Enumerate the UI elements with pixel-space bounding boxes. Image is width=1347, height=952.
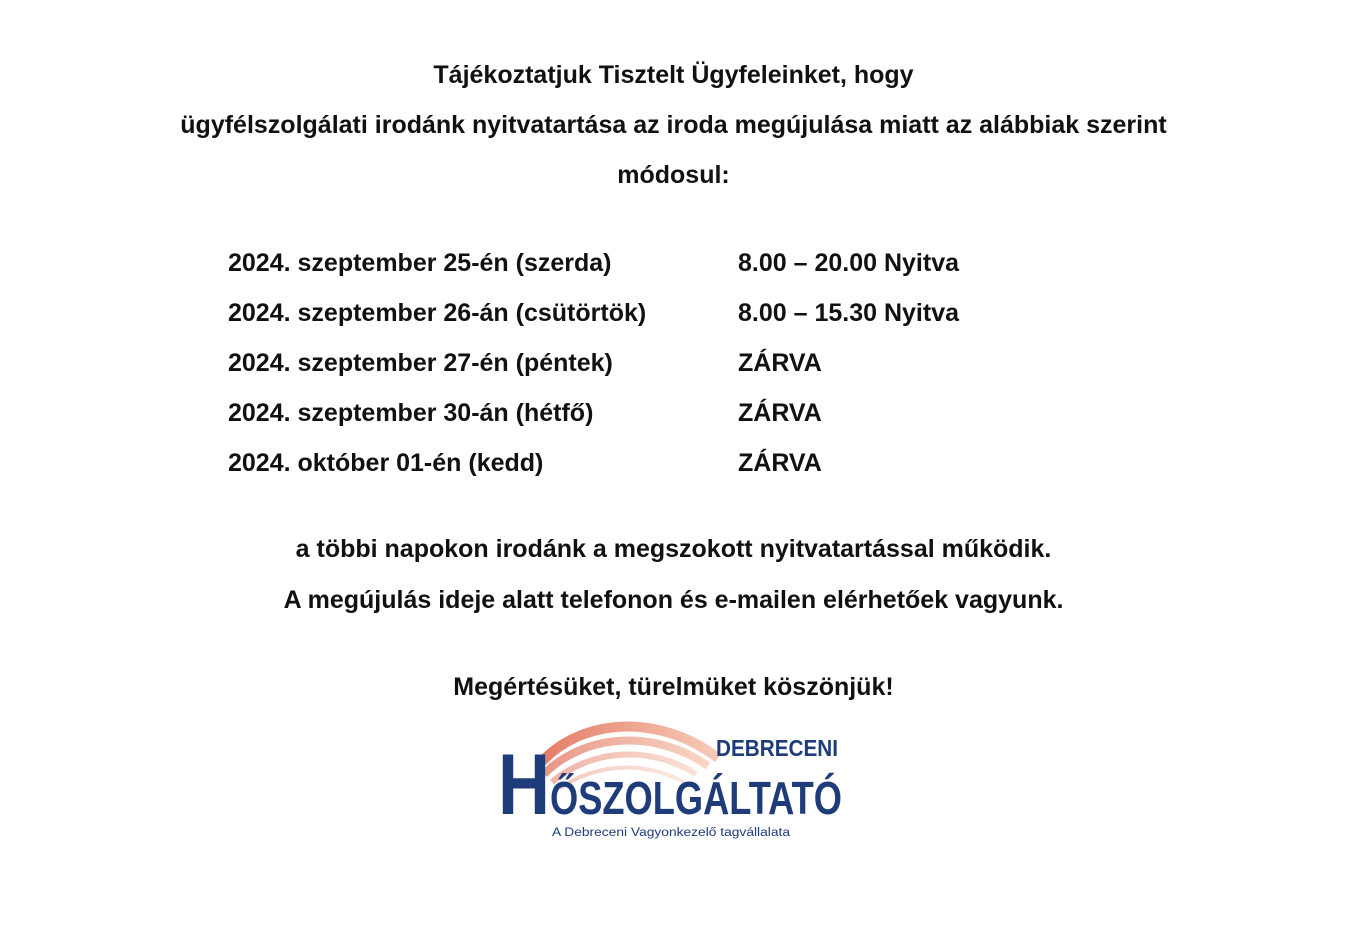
- logo-main-word: ŐSZOLGÁLTATÓ: [550, 772, 842, 824]
- schedule-date: 2024. október 01-én (kedd): [228, 449, 544, 477]
- debreceni-hoszolgaltato-logo: [498, 718, 848, 848]
- footer-line-2: A megújulás ideje alatt telefonon és e-mailen elérhetőek vagyunk.: [283, 586, 1064, 614]
- schedule-status: 8.00 – 15.30 Nyitva: [738, 299, 959, 327]
- thanks-line: Megértésüket, türelmüket köszönjük!: [453, 673, 894, 701]
- schedule-status: ZÁRVA: [738, 349, 822, 377]
- schedule-status: 8.00 – 20.00 Nyitva: [738, 249, 959, 277]
- intro-line-3: módosul:: [617, 161, 730, 189]
- schedule-date: 2024. szeptember 25-én (szerda): [228, 249, 612, 277]
- intro-line-2: ügyfélszolgálati irodánk nyitvatartása az iroda megújulása miatt az alábbiak szerint: [180, 111, 1167, 139]
- logo-top-word: DEBRECENI: [716, 735, 838, 761]
- intro-line-1: Tájékoztatjuk Tisztelt Ügyfeleinket, hogy: [433, 61, 914, 89]
- footer-line-1: a többi napokon irodánk a megszokott nyitvatartással működik.: [295, 535, 1052, 563]
- schedule-date: 2024. szeptember 30-án (hétfő): [228, 399, 594, 427]
- schedule-status: ZÁRVA: [738, 399, 822, 427]
- schedule-status: ZÁRVA: [738, 449, 822, 477]
- schedule-date: 2024. szeptember 26-án (csütörtök): [228, 299, 647, 327]
- logo-tagline: A Debreceni Vagyonkezelő tagvállalata: [552, 827, 791, 839]
- schedule-date: 2024. szeptember 27-én (péntek): [228, 349, 613, 377]
- logo-initial: H: [498, 737, 550, 833]
